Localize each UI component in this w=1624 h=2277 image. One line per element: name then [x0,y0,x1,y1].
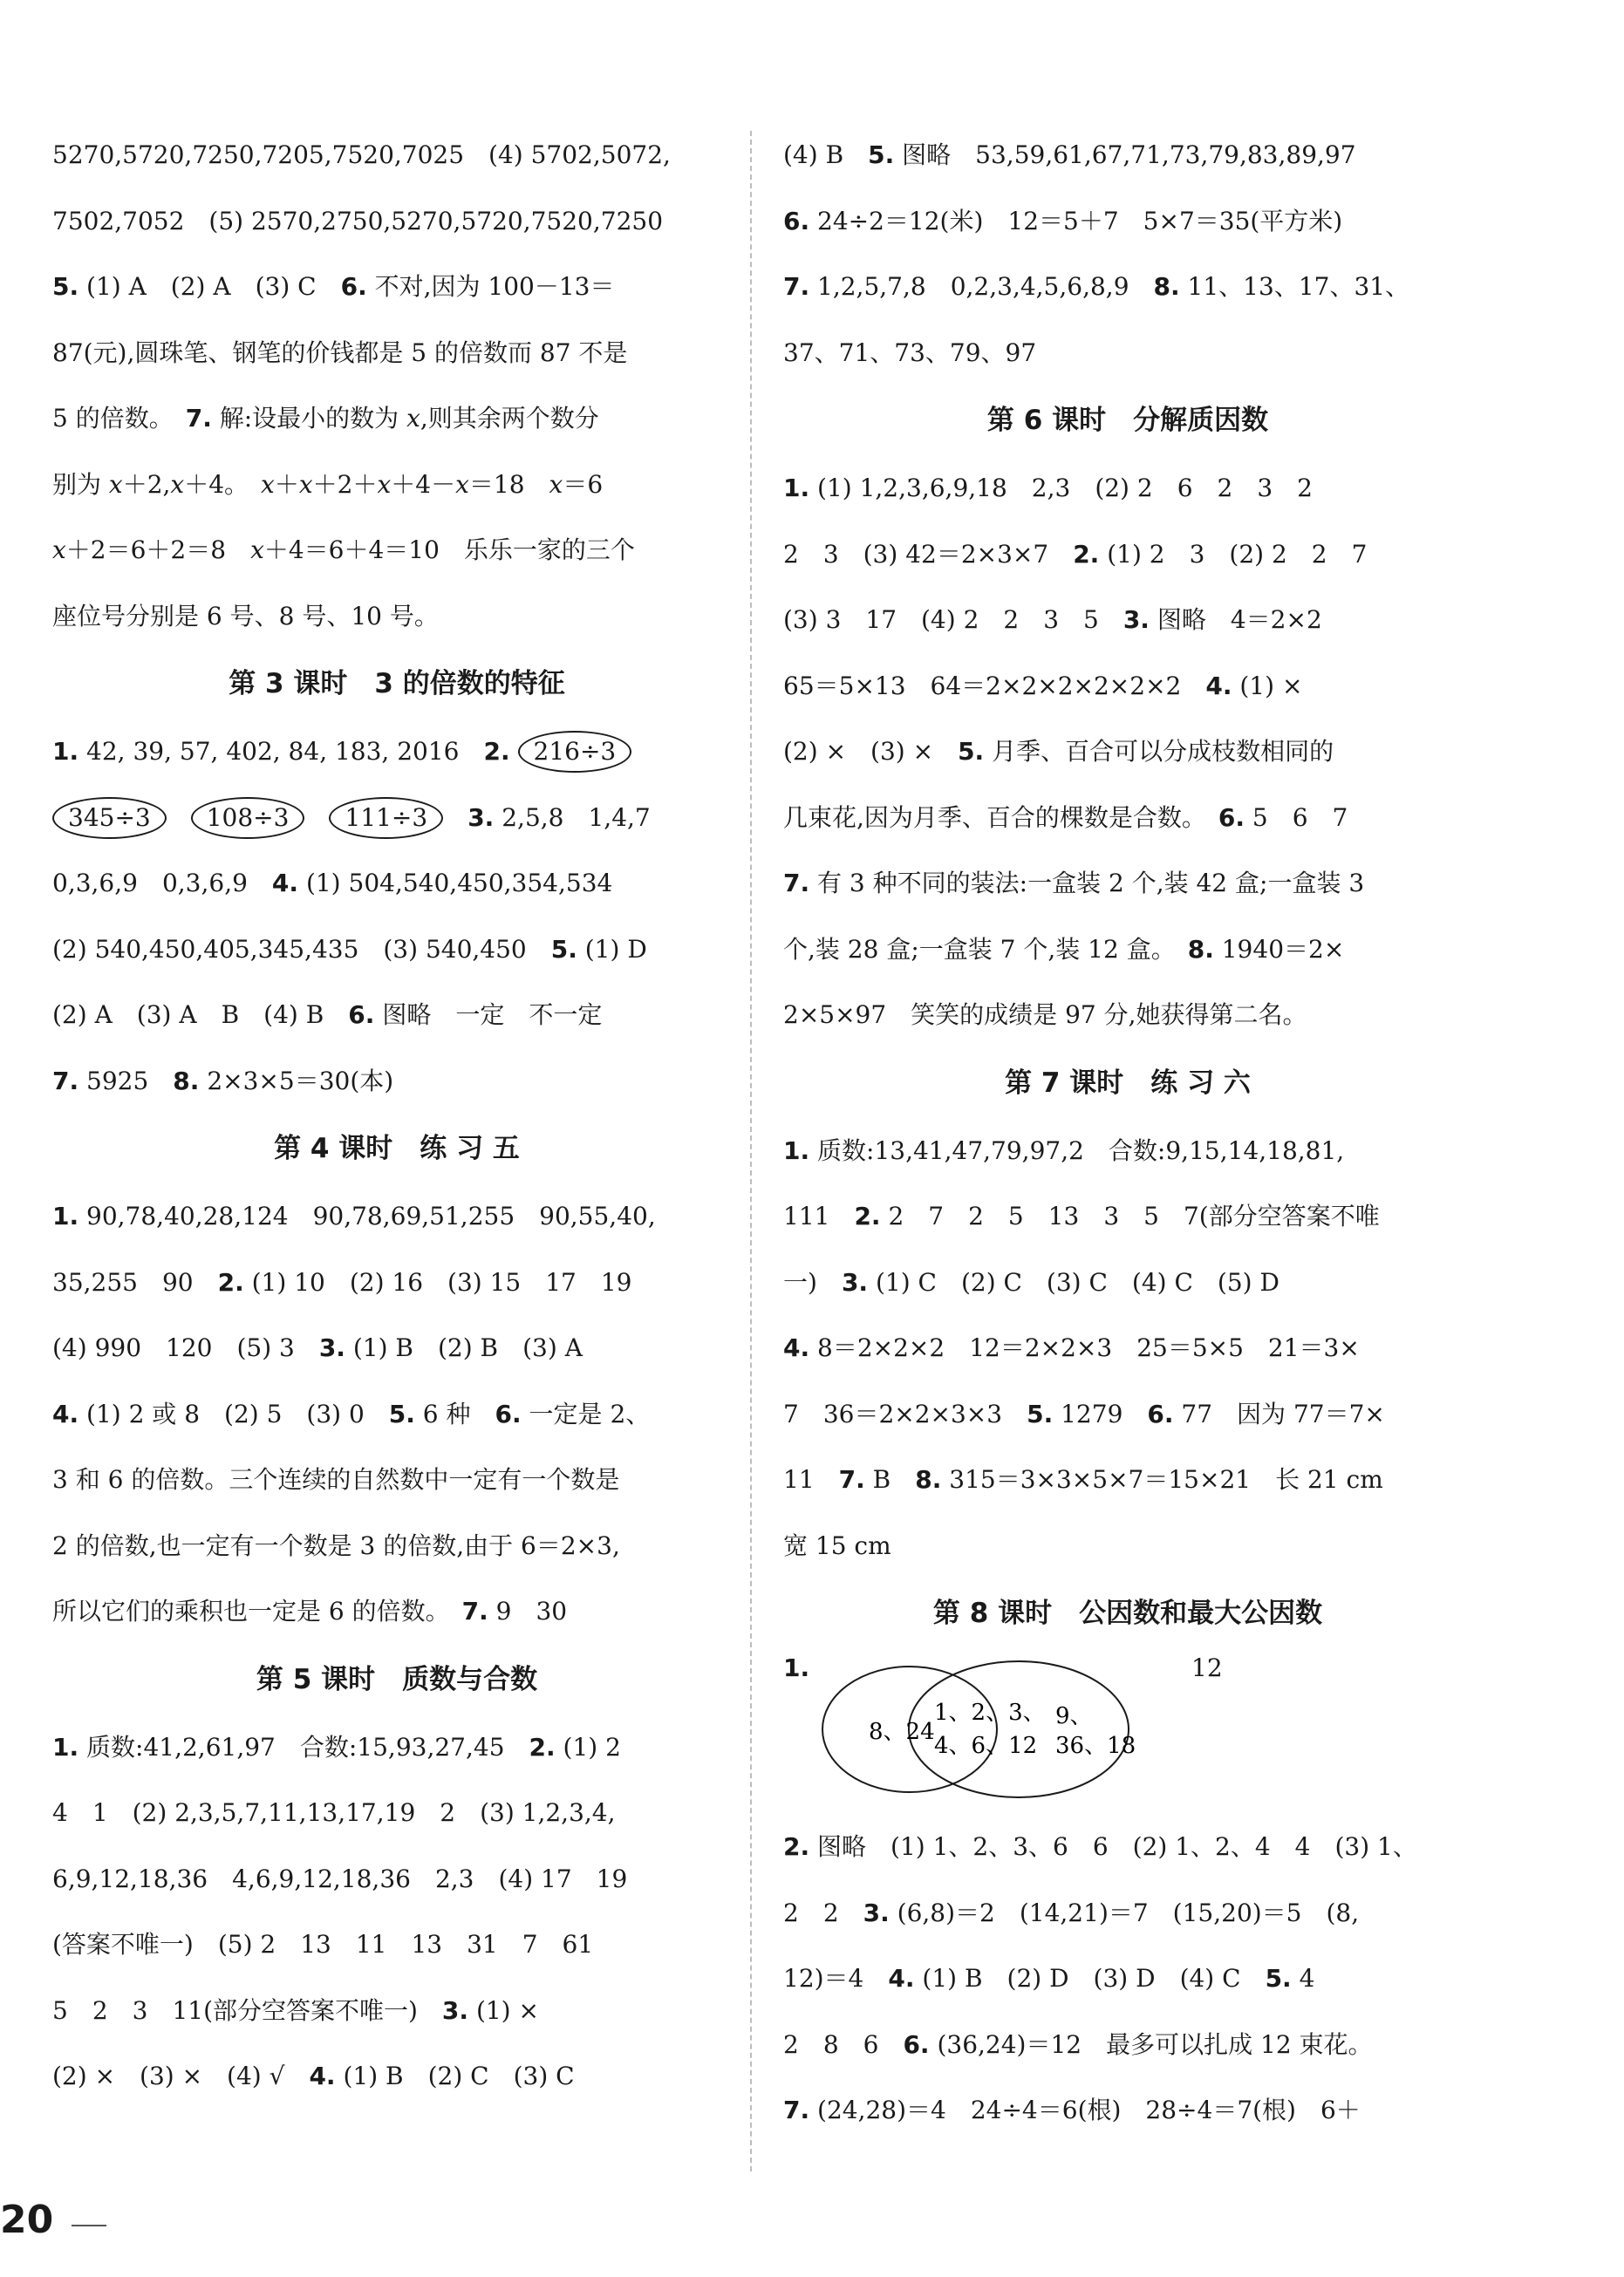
venn-diagram-row [783,1648,1472,1814]
section-heading: 第 3 课时 3 的倍数的特征 [229,668,565,699]
answer-line: 5 2 3 11(部分空答案不唯一) 3. (1) × [52,1995,539,2025]
section-heading: 第 8 课时 公因数和最大公因数 [932,1598,1323,1629]
answer-line: 111 2. 2 7 2 5 13 3 5 7(部分空答案不唯 [783,1202,1380,1231]
right-column [783,122,1472,2144]
answer-line: 7502,7052 (5) 2570,2750,5270,5720,7520,7250 [52,206,664,235]
venn-diagram [818,1648,1167,1814]
answer-line: 4 1 (2) 2,3,5,7,11,13,17,19 2 (3) 1,2,3,4, [52,1798,616,1827]
answer-line: 87(元),圆珠笔、钢笔的价钱都是 5 的倍数而 87 不是 [52,337,628,367]
answer-line: 5. (1) A (2) A (3) C 6. 不对,因为 100－13＝ [52,272,615,301]
answer-line: 个,装 28 盒;一盒装 7 个,装 12 盒。 8. 1940＝2× [783,934,1345,964]
venn-left-text: 8、24 [869,1719,935,1745]
answer-line: 37、71、73、79、97 [783,337,1037,367]
answer-block [52,122,741,649]
answer-line: 2. 图略 (1) 1、2、3、6 6 (2) 1、2、4 4 (3) 1、 [783,1832,1417,1861]
answer-line: (2) × (3) × (4) √ 4. (1) B (2) C (3) C [52,2062,575,2090]
answer-block [783,122,1472,385]
section-heading: 第 5 课时 质数与合数 [256,1663,538,1695]
answer-line: 一) 3. (1) C (2) C (3) C (4) C (5) D [783,1267,1279,1297]
venn-mid-text-1: 1、2、3、 [934,1700,1046,1726]
answer-line: 345÷3 108÷3 111÷3 3. 2,5,8 1,4,7 [52,785,741,851]
answer-line: 4. (1) 2 或 8 (2) 5 (3) 0 5. 6 种 6. 一定是 2、 [52,1399,651,1428]
answer-block [783,455,1472,1048]
page-number-dash [72,2225,106,2226]
answer-block [783,1814,1472,2144]
answer-line: 65＝5×13 64＝2×2×2×2×2×2 4. (1) × [783,671,1303,700]
answer-line: 7. 有 3 种不同的装法:一盒装 2 个,装 42 盒;一盒装 3 [783,869,1365,897]
answer-line: 5 的倍数。 7. 解:设最小的数为 x,则其余两个数分 [52,404,599,433]
answer-line: (4) 990 120 (5) 3 3. (1) B (2) B (3) A [52,1333,583,1362]
column-divider [750,131,752,2171]
answer-line: (4) B 5. 图略 53,59,61,67,71,73,79,83,89,97 [783,140,1356,169]
answer-line: x＋2＝6＋2＝8 x＋4＝6＋4＝10 乐乐一家的三个 [52,535,635,564]
venn-right-text-2: 36、18 [1055,1733,1136,1759]
answer-line: 7 36＝2×2×3×3 5. 1279 6. 77 因为 77＝7× [783,1399,1385,1428]
answer-line: 别为 x＋2,x＋4。 x＋x＋2＋x＋4－x＝18 x＝6 [52,469,604,499]
answer-line: (答案不唯一) (5) 2 13 11 13 31 7 61 [52,1930,594,1959]
answer-line: 11 7. B 8. 315＝3×3×5×7＝15×21 长 21 cm [783,1465,1383,1494]
answer-line: 35,255 90 2. (1) 10 (2) 16 (3) 15 17 19 [52,1267,632,1297]
left-column [52,122,741,2110]
venn-answer: 12 [1191,1653,1223,1682]
answer-line: 4. 8＝2×2×2 12＝2×2×3 25＝5×5 21＝3× [783,1333,1360,1362]
answer-line: 1. 42, 39, 57, 402, 84, 183, 2016 2. 216÷3 [52,719,741,785]
answer-line: (2) A (3) A B (4) B 6. 图略 一定 不一定 [52,1000,603,1029]
answer-line: 1. 质数:13,41,47,79,97,2 合数:9,15,14,18,81, [783,1135,1345,1165]
answer-line: (2) × (3) × 5. 月季、百合可以分成枝数相同的 [783,737,1334,766]
answer-line: 所以它们的乘积也一定是 6 的倍数。 7. 9 30 [52,1597,568,1626]
answer-line: 2 的倍数,也一定有一个数是 3 的倍数,由于 6＝2×3, [52,1530,620,1560]
answer-line: 3 和 6 的倍数。三个连续的自然数中一定有一个数是 [52,1465,620,1494]
answer-line: (3) 3 17 (4) 2 2 3 5 3. 图略 4＝2×2 [783,605,1322,634]
answer-line: 2×5×97 笑笑的成绩是 97 分,她获得第二名。 [783,1000,1307,1029]
page-number: 20 [0,2198,54,2242]
section-heading: 第 6 课时 分解质因数 [986,405,1269,436]
section-heading: 第 4 课时 练 习 五 [274,1133,520,1164]
venn-right-ellipse [909,1661,1129,1797]
answer-line: 6,9,12,18,36 4,6,9,12,18,36 2,3 (4) 17 19 [52,1864,628,1893]
answer-line: 7. 1,2,5,7,8 0,2,3,4,5,6,8,9 8. 11、13、17、31、 [783,272,1410,301]
answer-block [783,1118,1472,1579]
answer-line: 7. 5925 8. 2×3×5＝30(本) [52,1066,394,1095]
answer-line: 宽 15 cm [783,1530,891,1560]
answer-line: 0,3,6,9 0,3,6,9 4. (1) 504,540,450,354,534 [52,869,613,897]
answer-line: 6. 24÷2＝12(米) 12＝5＋7 5×7＝35(平方米) [783,206,1343,235]
venn-right-text-1: 9、 [1055,1703,1093,1729]
answer-line: 1. (1) 1,2,3,6,9,18 2,3 (2) 2 6 2 3 2 [783,474,1313,502]
answer-block [52,1715,741,2110]
answer-line: 12)＝4 4. (1) B (2) D (3) D (4) C 5. 4 [783,1964,1315,1993]
answer-line: 1. 质数:41,2,61,97 合数:15,93,27,45 2. (1) 2 [52,1732,621,1762]
answer-line: 2 3 (3) 42＝2×3×7 2. (1) 2 3 (2) 2 2 7 [783,539,1368,569]
answer-block [52,1183,741,1645]
answer-line: 2 2 3. (6,8)＝2 (14,21)＝7 (15,20)＝5 (8, [783,1898,1360,1927]
answer-line: 座位号分别是 6 号、8 号、10 号。 [52,601,439,631]
answer-line: 几束花,因为月季、百合的棵数是合数。 6. 5 6 7 [783,802,1348,832]
venn-mid-text-2: 4、6、12 [934,1733,1038,1759]
answer-line: 2 8 6 6. (36,24)＝12 最多可以扎成 12 束花。 [783,2029,1373,2059]
answer-line: (2) 540,450,405,345,435 (3) 540,450 5. (1) D [52,934,647,964]
question-number: 1. [783,1653,810,1682]
section-heading: 第 7 课时 练 习 六 [1005,1067,1251,1099]
answer-block [52,719,741,1114]
answer-line: 7. (24,28)＝4 24÷4＝6(根) 28÷4＝7(根) 6＋ [783,2096,1361,2124]
answer-line: 5270,5720,7250,7205,7520,7025 (4) 5702,5072, [52,140,671,169]
answer-line: 1. 90,78,40,28,124 90,78,69,51,255 90,55,40, [52,1202,656,1231]
